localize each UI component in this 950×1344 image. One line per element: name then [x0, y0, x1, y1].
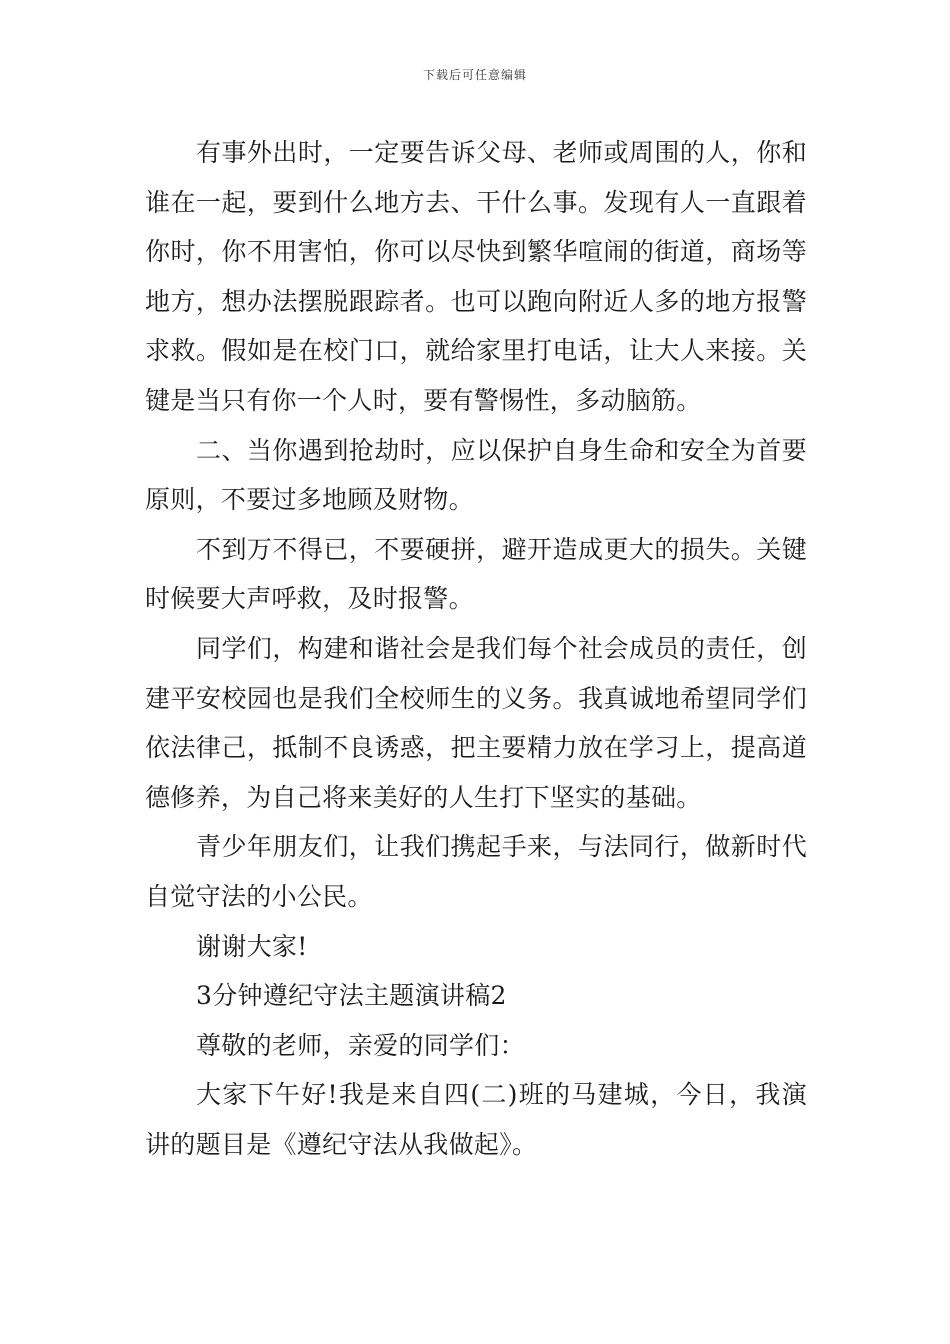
paragraph-thanks: 谢谢大家!	[196, 931, 308, 961]
paragraph-avoid-fighting: 不到万不得已，不要硬拼，避开造成更大的损失。关键时候要大声呼救，及时报警。	[145, 534, 807, 614]
paragraph-outing-safety: 有事外出时，一定要告诉父母、老师或周围的人，你和谁在一起，要到什么地方去、干什么事。发现有人一直跟着你时，你不用害怕，你可以尽快到繁华喧闹的街道，商场等地方，想办法摆脱跟踪者。也可以跑向附近人多的地方报警求救。假如是在校门口，就给家里打电话，让大人来接。关键是当只有你一个人时，要有警惕性，多动脑筋。	[145, 138, 807, 415]
paragraph-call-to-action: 青少年朋友们，让我们携起手来，与法同行，做新时代自觉守法的小公民。	[145, 832, 807, 911]
document-body	[145, 128, 807, 1169]
speech-opening: 大家下午好!我是来自四(二)班的马建城，今日，我演讲的题目是《遵纪守法从我做起》。	[145, 1080, 807, 1159]
paragraph-harmonious-society: 同学们，构建和谐社会是我们每个社会成员的责任，创建平安校园也是我们全校师生的义务。我真诚地希望同学们依法律己，抵制不良诱惑，把主要精力放在学习上，提高道德修养，为自己将来美好的人生打下坚实的基础。	[145, 633, 807, 812]
header-note: 下载后可任意编辑	[422, 68, 527, 82]
paragraph-robbery: 二、当你遇到抢劫时，应以保护自身生命和安全为首要原则，不要过多地顾及财物。	[145, 435, 807, 515]
speech-title: 3分钟遵纪守法主题演讲稿2	[196, 981, 507, 1011]
speech-salutation: 尊敬的老师，亲爱的同学们：	[196, 1030, 525, 1060]
